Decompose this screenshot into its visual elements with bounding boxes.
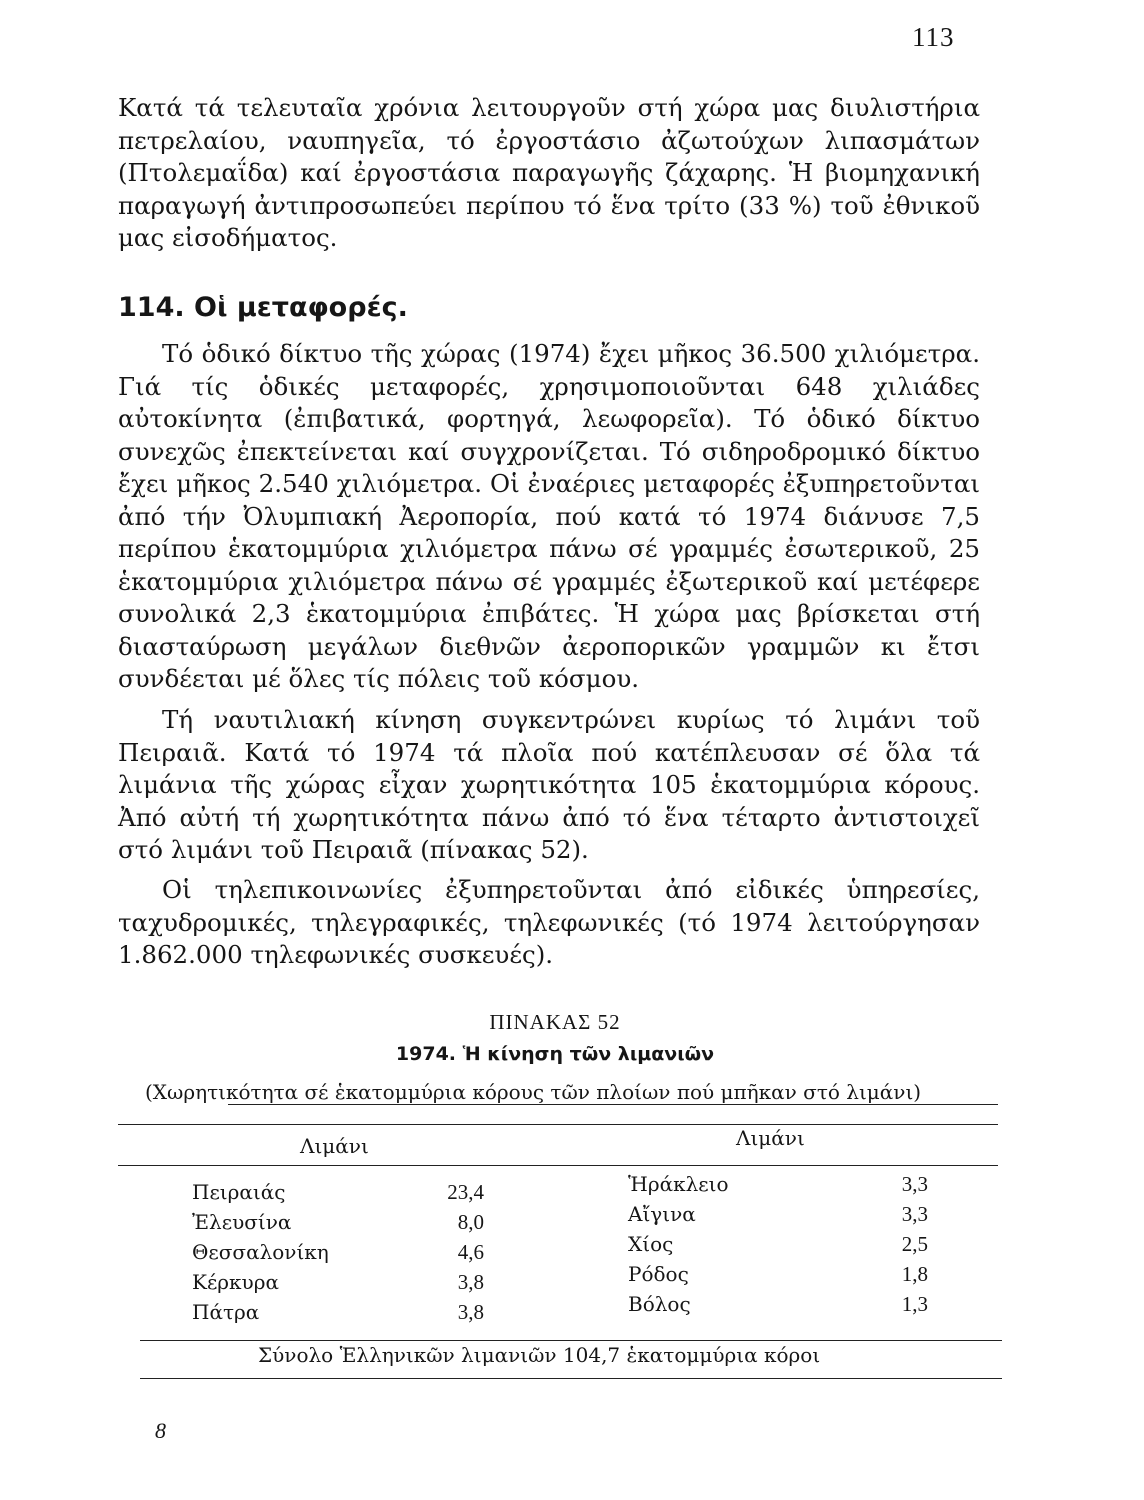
port-value: 2,5 xyxy=(901,1232,928,1256)
table-subtitle: (Χωρητικότητα σέ ἑκατομμύρια κόρους τῶν πλοίων πού μπῆκαν στό λιμάνι) xyxy=(145,1080,922,1104)
port-value: 3,8 xyxy=(457,1270,484,1294)
port-name: Πειραιάς xyxy=(192,1180,286,1204)
paragraph-transport-text: Τό ὁδικό δίκτυο τῆς χώρας (1974) ἔχει μῆκος 36.500 χιλιόμετρα. Γιά τίς ὁδικές μεταφορές, χρησιμοποιοῦνται 648 χιλιάδες αὐτοκίνητα (ἐπιβατικά, φορτηγά, λεωφορεῖα). Τό ὁδικό δίκτυο συνεχῶς ἐπεκτείνεται καί συγχρονίζεται. Τό σιδηροδρομικό δίκτυο ἔχει μῆκος 2.540 χιλιόμετρα. Οἱ ἐναέριες μεταφορές ἐξυπηρετοῦνται ἀπό τήν Ὀλυμπιακή Ἀεροπορία, πού κατά τό 1974 διάνυσε 7,5 περίπου ἑκατομμύρια χιλιόμετρα πάνω σέ γραμμές ἐσωτερικοῦ, 25 ἑκατομμύρια χιλιόμετρα πάνω σέ γραμμές ἐξωτερικοῦ καί μετέφερε συνολικά 2,3 ἑκατομμύρια ἐπιβάτες. Ἡ χώρα μας βρίσκεται στή διασταύρωση μεγάλων διεθνῶν ἀεροπορικῶν γραμμῶν κι ἔτσι συνδέεται μέ ὅλες τίς πόλεις τοῦ κόσμου. xyxy=(118,339,980,693)
paragraph-shipping xyxy=(118,704,980,867)
port-value: 8,0 xyxy=(457,1210,484,1234)
section-heading: 114. Οἱ μεταφορές. xyxy=(118,292,408,323)
port-value: 4,6 xyxy=(457,1240,484,1264)
table-row xyxy=(192,1180,492,1208)
port-name: Αἴγινα xyxy=(628,1202,696,1226)
port-value: 3,3 xyxy=(901,1202,928,1226)
table-label: ΠΙΝΑΚΑΣ 52 xyxy=(489,1010,621,1034)
table-total: Σύνολο Ἑλληνικῶν λιμανιῶν 104,7 ἑκατομμύρια κόροι xyxy=(258,1343,821,1367)
paragraph-transport xyxy=(118,338,980,696)
port-value: 1,8 xyxy=(901,1262,928,1286)
paragraph-telecom-text: Οἱ τηλεπικοινωνίες ἐξυπηρετοῦνται ἀπό εἰδικές ὑπηρεσίες, ταχυδρομικές, τηλεγραφικές, τηλεφωνικές (τό 1974 λειτούργησαν 1.862.000 τηλεφωνικές συσκευές). xyxy=(118,875,980,969)
table-row xyxy=(192,1210,492,1238)
table-row xyxy=(628,1172,988,1200)
table-row xyxy=(628,1202,988,1230)
table-rule xyxy=(140,1340,1002,1341)
port-name: Κέρκυρα xyxy=(192,1270,279,1294)
port-name: Πάτρα xyxy=(192,1300,260,1324)
port-name: Ἐλευσίνα xyxy=(192,1210,292,1234)
table-rule xyxy=(228,1104,998,1105)
column-header-left: Λιμάνι xyxy=(300,1134,369,1158)
port-value: 3,3 xyxy=(901,1172,928,1196)
table-rule xyxy=(140,1378,1002,1379)
port-name: Θεσσαλονίκη xyxy=(192,1240,329,1264)
table-row xyxy=(192,1300,492,1328)
port-value: 3,8 xyxy=(457,1300,484,1324)
table-row xyxy=(628,1232,988,1260)
paragraph-telecom xyxy=(118,874,980,972)
footer-signature-mark: 8 xyxy=(155,1418,166,1443)
port-value: 23,4 xyxy=(447,1180,484,1204)
intro-paragraph: Κατά τά τελευταῖα χρόνια λειτουργοῦν στή χώρα μας διυλιστήρια πετρελαίου, ναυπηγεῖα, τό ἐργοστάσιο ἀζωτούχων λιπασμάτων (Πτολεμαΐδα) καί ἐργοστάσια παραγωγῆς ζάχαρης. Ἡ βιομηχανική παραγωγή ἀντιπροσωπεύει περίπου τό ἕνα τρίτο (33 %) τοῦ ἐθνικοῦ μας εἰσοδήματος. xyxy=(118,93,980,252)
table-row xyxy=(192,1270,492,1298)
port-name: Χίος xyxy=(628,1232,674,1256)
table-row xyxy=(628,1262,988,1290)
table-rule xyxy=(118,1124,998,1125)
column-header-right: Λιμάνι xyxy=(736,1126,805,1150)
port-name: Βόλος xyxy=(628,1292,691,1316)
page-number: 113 xyxy=(912,22,955,52)
port-name: Ἡράκλειο xyxy=(628,1172,729,1196)
table-row xyxy=(192,1240,492,1268)
paragraph-shipping-text: Τή ναυτιλιακή κίνηση συγκεντρώνει κυρίως τό λιμάνι τοῦ Πειραιᾶ. Κατά τό 1974 τά πλοῖα πού κατέπλευσαν σέ ὅλα τά λιμάνια τῆς χώρας εἶχαν χωρητικότητα 105 ἑκατομμύρια κόρους. Ἀπό αὐτή τή χωρητικότητα πάνω ἀπό τό ἕνα τέταρτο ἀντιστοιχεῖ στό λιμάνι τοῦ Πειραιᾶ (πίνακας 52). xyxy=(118,705,980,864)
port-name: Ρόδος xyxy=(628,1262,689,1286)
port-value: 1,3 xyxy=(901,1292,928,1316)
table-title: 1974. Ἡ κίνηση τῶν λιμανιῶν xyxy=(395,1043,715,1065)
table-rule xyxy=(118,1165,998,1166)
table-row xyxy=(628,1292,988,1320)
